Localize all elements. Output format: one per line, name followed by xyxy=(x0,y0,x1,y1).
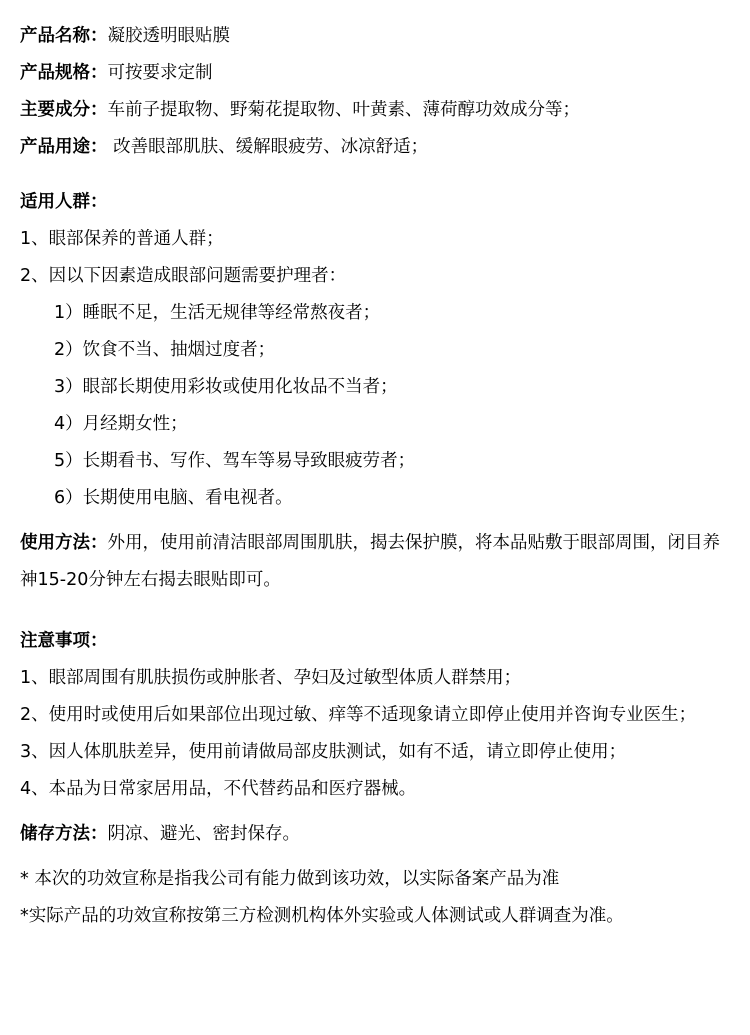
list-item: 4、本品为日常家居用品，不代替药品和医疗器械。 xyxy=(20,779,417,799)
list-item: 5）长期看书、写作、驾车等易导致眼疲劳者； xyxy=(54,451,416,471)
usage-paragraph xyxy=(20,525,728,599)
list-item: 1、眼部周围有肌肤损伤或肿胀者、孕妇及过敏型体质人群禁用； xyxy=(20,668,522,688)
footnote: *实际产品的功效宣称按第三方检测机构体外实验或人体测试或人群调查为准。 xyxy=(20,906,624,926)
field-product-spec-value: 可按要求定制 xyxy=(107,63,213,83)
field-product-use xyxy=(20,129,728,166)
list-item: 3、因人体肌肤差异，使用前请做局部皮肤测试，如有不适，请立即停止使用； xyxy=(20,742,627,762)
field-product-use-label: 产品用途： xyxy=(20,137,108,157)
field-product-name-label: 产品名称： xyxy=(20,26,108,46)
section-title-suitable-people: 适用人群： xyxy=(20,192,108,212)
storage-text: 阴凉、避光、密封保存。 xyxy=(107,824,300,844)
field-product-name-value: 凝胶透明眼贴膜 xyxy=(107,26,230,46)
list-item: 2、使用时或使用后如果部位出现过敏、痒等不适现象请立即停止使用并咨询专业医生； xyxy=(20,705,697,725)
list-item: 3）眼部长期使用彩妆或使用化妆品不当者； xyxy=(54,377,398,397)
usage-text: 外用，使用前清洁眼部周围肌肤，揭去保护膜，将本品贴敷于眼部周围，闭目养神15-20分钟左右揭去眼贴即可。 xyxy=(20,533,720,590)
list-item: 6）长期使用电脑、看电视者。 xyxy=(54,488,293,508)
field-product-use-value: 改善眼部肌肤、缓解眼疲劳、冰凉舒适； xyxy=(107,137,429,157)
field-product-spec-label: 产品规格： xyxy=(20,63,108,83)
spacer-3 xyxy=(20,599,728,613)
field-product-spec xyxy=(20,55,728,92)
footnote: * 本次的功效宣称是指我公司有能力做到该功效，以实际备案产品为准 xyxy=(20,869,560,889)
storage-label: 储存方法： xyxy=(20,824,108,844)
list-item: 2）饮食不当、抽烟过度者； xyxy=(54,340,276,360)
field-main-ingredients-label: 主要成分： xyxy=(20,100,108,120)
list-item: 4）月经期女性； xyxy=(54,414,188,434)
usage-label: 使用方法： xyxy=(20,533,108,553)
spacer-5 xyxy=(20,853,728,861)
list-item: 1、眼部保养的普通人群； xyxy=(20,229,224,249)
field-main-ingredients xyxy=(20,92,728,129)
list-item: 1）睡眠不足，生活无规律等经常熬夜者； xyxy=(54,303,381,323)
spacer-4 xyxy=(20,808,728,816)
section-title-cautions: 注意事项： xyxy=(20,631,108,651)
spacer-1 xyxy=(20,166,728,174)
field-main-ingredients-value: 车前子提取物、野菊花提取物、叶黄素、薄荷醇功效成分等； xyxy=(107,100,580,120)
field-product-name xyxy=(20,18,728,55)
storage-paragraph xyxy=(20,816,728,853)
list-item: 2、因以下因素造成眼部问题需要护理者： xyxy=(20,266,347,286)
spacer-2 xyxy=(20,517,728,525)
